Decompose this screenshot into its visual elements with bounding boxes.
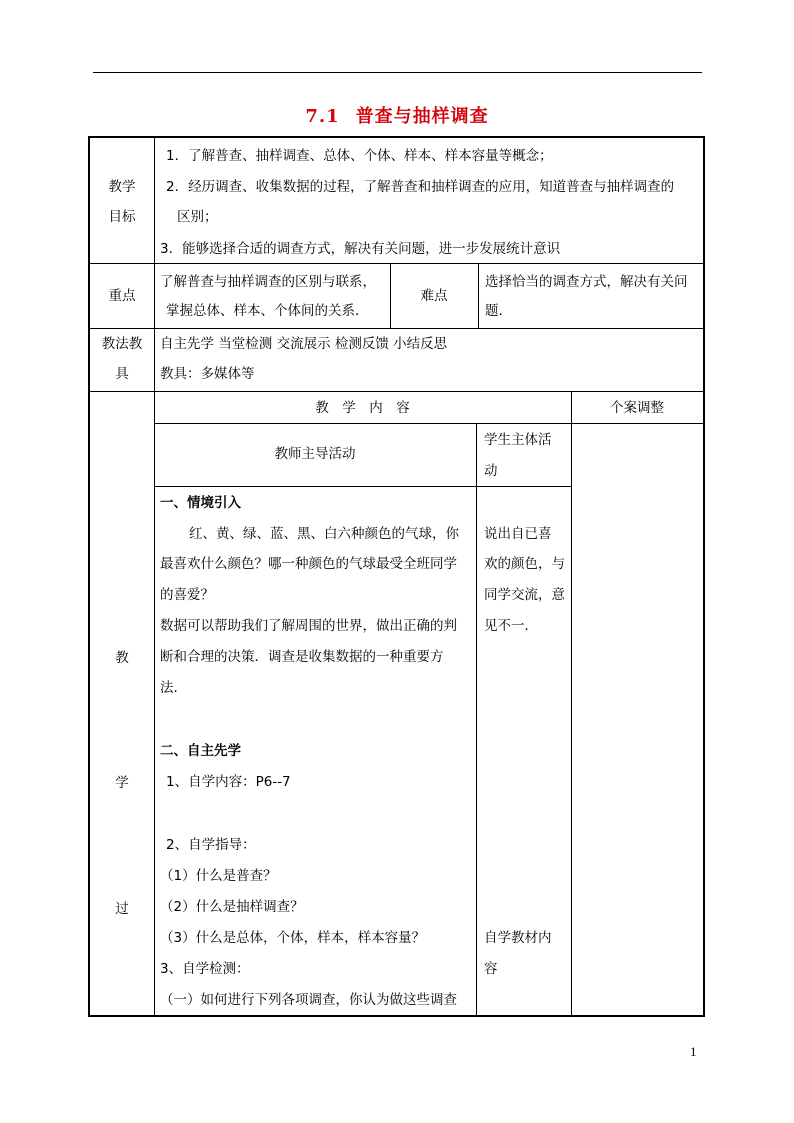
header-rule [93,72,702,73]
student-header: 动 [484,463,498,479]
focus-label: 重点 [108,288,136,304]
teacher-text: 最喜欢什么颜色？哪一种颜色的气球最受全班同学 [160,556,457,572]
teacher-text: 法． [160,680,187,696]
goal-item: 1．了解普查、抽样调查、总体、个体、样本、样本容量等概念； [166,148,553,164]
teacher-text: 2、自学指导： [166,837,256,853]
column-divider [571,391,572,1015]
column-divider [154,138,155,1015]
difficulty-text: 选择恰当的调查方式，解决有关问 [485,274,688,290]
process-label: 教 [115,650,129,666]
student-text: 自学教材内 [484,930,552,946]
focus-text: 掌握总体、样本、个体间的关系． [166,303,369,319]
focus-text: 了解普查与抽样调查的区别与联系， [160,274,376,290]
method-text: 自主先学 当堂检测 交流展示 检测反馈 小结反思 [160,336,448,352]
teacher-text: （1）什么是普查？ [160,868,277,884]
teacher-text: 3、自学检测： [160,961,250,977]
teacher-text: 红、黄、绿、蓝、黑、白六种颜色的气球，你 [189,526,459,542]
teacher-text: （3）什么是总体，个体，样本，样本容量？ [160,930,426,946]
column-divider [476,423,477,1015]
method-label: 具 [115,366,129,382]
teacher-text: 数据可以帮助我们了解周围的世界，做出正确的判 [160,618,457,634]
goals-label: 目标 [108,209,136,225]
goal-item: 2．经历调查、收集数据的过程，了解普查和抽样调查的应用，知道普查与抽样调查的 [166,179,675,195]
goal-item: 区别； [177,209,218,225]
difficulty-text: 题． [485,303,512,319]
goals-label: 教学 [108,179,136,195]
adjust-header: 个案调整 [610,400,664,416]
goal-item: 3．能够选择合适的调查方式，解决有关问题，进一步发展统计意识 [160,241,561,257]
student-text: 说出自已喜 [484,526,552,542]
row-divider [90,263,703,264]
row-divider [154,486,571,487]
section-number: 7.1 [305,106,340,127]
teacher-text: （2）什么是抽样调查？ [160,899,304,915]
teacher-text: 1、自学内容：P6--7 [166,774,291,790]
row-divider [90,391,703,392]
method-label: 教法教 [101,336,143,352]
teacher-text: 的喜爱？ [160,587,214,603]
row-divider [90,328,703,329]
teacher-text: 断和合理的决策．调查是收集数据的一种重要方 [160,649,444,665]
student-text: 容 [484,961,498,977]
content-header: 教 学 内 容 [315,400,410,416]
row-divider [154,423,703,424]
section-heading: 二、自主先学 [160,743,241,759]
method-text: 教具：多媒体等 [160,366,255,382]
student-text: 见不一． [484,618,538,634]
lesson-table [88,136,705,1017]
teacher-text: （一）如何进行下列各项调查，你认为做这些调查 [160,992,457,1008]
student-text: 同学交流，意 [484,587,565,603]
teacher-header: 教师主导活动 [274,446,356,462]
page-title [0,102,794,128]
section-title: 普查与抽样调查 [355,106,489,127]
process-label: 过 [115,901,129,917]
student-text: 欢的颜色，与 [484,556,565,572]
page-number: 1 [690,1044,697,1059]
column-divider [478,263,479,328]
process-label: 学 [115,775,129,791]
student-header: 学生主体活 [484,432,552,448]
section-heading: 一、情境引入 [160,495,241,511]
difficulty-label: 难点 [420,288,448,304]
